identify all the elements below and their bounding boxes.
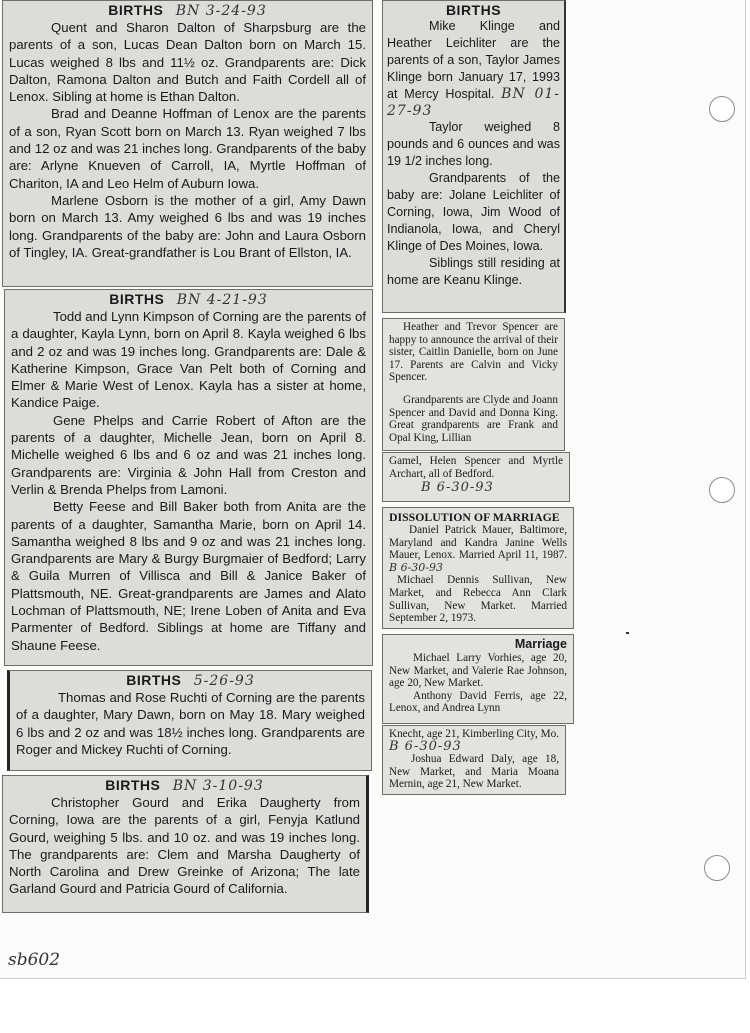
header-text: BIRTHS xyxy=(105,777,161,793)
handwritten-date: BN 4-21-93 xyxy=(176,292,268,308)
announcement-paragraph: Quent and Sharon Dalton of Sharpsburg are the parents of a son, Lucas Dean Dalton born on March 15. Lucas weighed 8 lbs and 11½ oz. Grandparents are: Dick Dalton, Ramona Dalton and Butch and Faith Cordell all of Lenox. Sibling at home is Ethan Dalton. xyxy=(9,20,366,105)
announcement-paragraph: Christopher Gourd and Erika Daugherty from Corning, Iowa are the parents of a girl, Fenyja Katlund Gourd, weighing 5 lbs. and 10 oz. and was 19 inches long. The grandparents are: Clem and Marsha Daugherty of North Carolina and Drew Greinke of Arizona; The late Garland Gourd and Patricia Gourd of California. xyxy=(9,795,360,897)
binder-hole xyxy=(709,477,735,503)
handwritten-date: B 6-30-93 xyxy=(389,738,462,754)
announcement-paragraph: Gamel, Helen Spencer and Myrtle Archart, all of Bedford. xyxy=(389,455,563,480)
births-clipping-spencer-continued xyxy=(382,452,570,502)
announcement-paragraph: Gene Phelps and Carrie Robert of Afton are the parents of a daughter, Michelle Jean, born on April 8. Michelle weighed 6 lbs and 6 oz and was 21 inches long. Grandparents are: Virginia & John Hall from Creston and Verlin & Brenda Phelps from Lamoni. xyxy=(11,412,366,497)
births-clipping-klinge xyxy=(382,0,566,313)
announcement-paragraph: Grandparents are Clyde and Joann Spencer and David and Donna King. Great grandparents are Frank and Opal King, Lillian xyxy=(389,393,558,444)
header-text: BIRTHS xyxy=(109,291,165,307)
binder-hole xyxy=(704,855,730,881)
births-clipping-march xyxy=(2,0,373,287)
announcement-paragraph: Thomas and Rose Ruchti of Corning are the parents of a daughter, Mary Dawn, born on May 18. Mary weighed 6 lbs and 2 oz and was 18½ inches long. Grandparents are Roger and Mickey Ruchti of Corning. xyxy=(16,690,365,757)
handwritten-date: BN 3-24-93 xyxy=(175,3,267,19)
clipping-header xyxy=(9,2,366,19)
record-entry: Michael Larry Vorhies, age 20, New Market, and Valerie Rae Johnson, age 20, New Market. xyxy=(389,652,567,690)
announcement-text: Mike Klinge and Heather Leichliter are the parents of a son, Taylor James Klinge born January 17, 1993 at Mercy Hospital. xyxy=(387,19,560,101)
clipping-header xyxy=(9,777,360,794)
clipping-header xyxy=(11,291,366,308)
pen-mark xyxy=(626,632,629,634)
births-clipping-may xyxy=(7,670,372,771)
handwritten-date: BN 3-10-93 xyxy=(172,778,264,794)
announcement-paragraph: Heather and Trevor Spencer are happy to announce the arrival of their sister, Caitlin Danielle, born on June 17. Parents are Calvin and Vicky Spencer. xyxy=(389,321,558,384)
clipping-header: Marriage xyxy=(514,637,567,651)
record-entry: Michael Dennis Sullivan, New Market, and Rebecca Ann Clark Sullivan, New Market. Married September 2, 1973. xyxy=(389,574,567,625)
binder-hole xyxy=(709,96,735,122)
marriage-clipping-continued xyxy=(382,725,566,795)
clipping-header xyxy=(16,672,365,689)
announcement-paragraph: Grandparents of the baby are: Jolane Leichliter of Corning, Iowa, Jim Wood of Indianola, Iowa, and Cheryl Klinge of Des Moines, Iowa. xyxy=(387,171,560,253)
clipping-header xyxy=(387,2,560,18)
handwritten-date: BN 01-27-93 xyxy=(387,85,560,119)
record-entry: Anthony David Ferris, age 22, Lenox, and Andrea Lynn xyxy=(389,689,567,715)
header-text: BIRTHS xyxy=(108,2,164,18)
record-entry xyxy=(389,728,559,753)
header-text: BIRTHS xyxy=(126,672,182,688)
births-clipping-april xyxy=(4,289,373,666)
announcement-paragraph: Marlene Osborn is the mother of a girl, Amy Dawn born on March 13. Amy weighed 6 lbs and was 19 inches long. Grandparents of the baby are: John and Laura Osborn of Tingley, IA. Great-grandfather is Lou Brant of Ellston, IA. xyxy=(9,192,366,260)
header-text: BIRTHS xyxy=(445,2,502,18)
record-entry: Joshua Edward Daly, age 18, New Market, and Maria Moana Mernin, age 21, New Market. xyxy=(389,753,559,791)
handwritten-date: B 6-30-93 xyxy=(389,560,444,574)
record-text: Knecht, age 21, Kimberling City, Mo. xyxy=(389,728,559,740)
announcement-paragraph: Brad and Deanne Hoffman of Lenox are the parents of a son, Ryan Scott born on March 13. Ryan weighed 7 lbs and 12 oz and was 21 inches long. Grandparents of the baby are: Arlyne Knueven of Carroll, IA, Myrtle Hoffman of Chariton, IA and Leo Helm of Auburn Iowa. xyxy=(9,106,366,191)
marriage-clipping xyxy=(382,634,574,724)
handwritten-date: 5-26-93 xyxy=(193,673,255,689)
births-clipping-gourd xyxy=(2,775,369,913)
handwritten-date: B 6-30-93 xyxy=(421,480,494,496)
announcement-paragraph: Todd and Lynn Kimpson of Corning are the parents of a daughter, Kayla Lynn, born on April 8. Kayla weighed 6 lbs and 2 oz and was 19 inches long. Grandparents are: Dale & Katherine Kimpson, Grace Van Pelt both of Corning and Elmer & Marie West of Lenox. Kayla has a sister at home, Kandice Paige. xyxy=(11,309,366,411)
dissolution-of-marriage-clipping xyxy=(382,507,574,629)
births-clipping-spencer xyxy=(382,318,565,451)
clipping-header: DISSOLUTION OF MARRIAGE xyxy=(389,510,560,524)
announcement-paragraph: Siblings still residing at home are Keanu Klinge. xyxy=(387,255,560,287)
announcement-paragraph: Taylor weighed 8 pounds and 6 ounces and was 19 1/2 inches long. xyxy=(387,120,560,169)
record-entry xyxy=(389,524,567,574)
bleed-through-text xyxy=(382,805,582,955)
announcement-paragraph: Betty Feese and Bill Baker both from Anita are the parents of a daughter, Samantha Marie, born on April 14. Samantha weighed 8 lbs and 9 oz and was 21 inches long. Grandparents are Mary & Burgy Burgmaier of Bedford; Larry & Guila Murren of Villisca and Bill & Janice Baker of Plattsmouth, NE. Great-grandparents are James and Alato Lochman of Plattsmouth, NE; Irene Loben of Anita and Eva Parmenter of Bedford. Siblings at home are Tiffany and Shaune Feese. xyxy=(11,499,366,653)
scrapbook-page-label: sb602 xyxy=(8,950,61,970)
record-text: Daniel Patrick Mauer, Baltimore, Maryland and Kandra Janine Wells Mauer, Lenox. Married April 11, 1987. xyxy=(389,524,567,562)
announcement-paragraph xyxy=(387,18,560,119)
